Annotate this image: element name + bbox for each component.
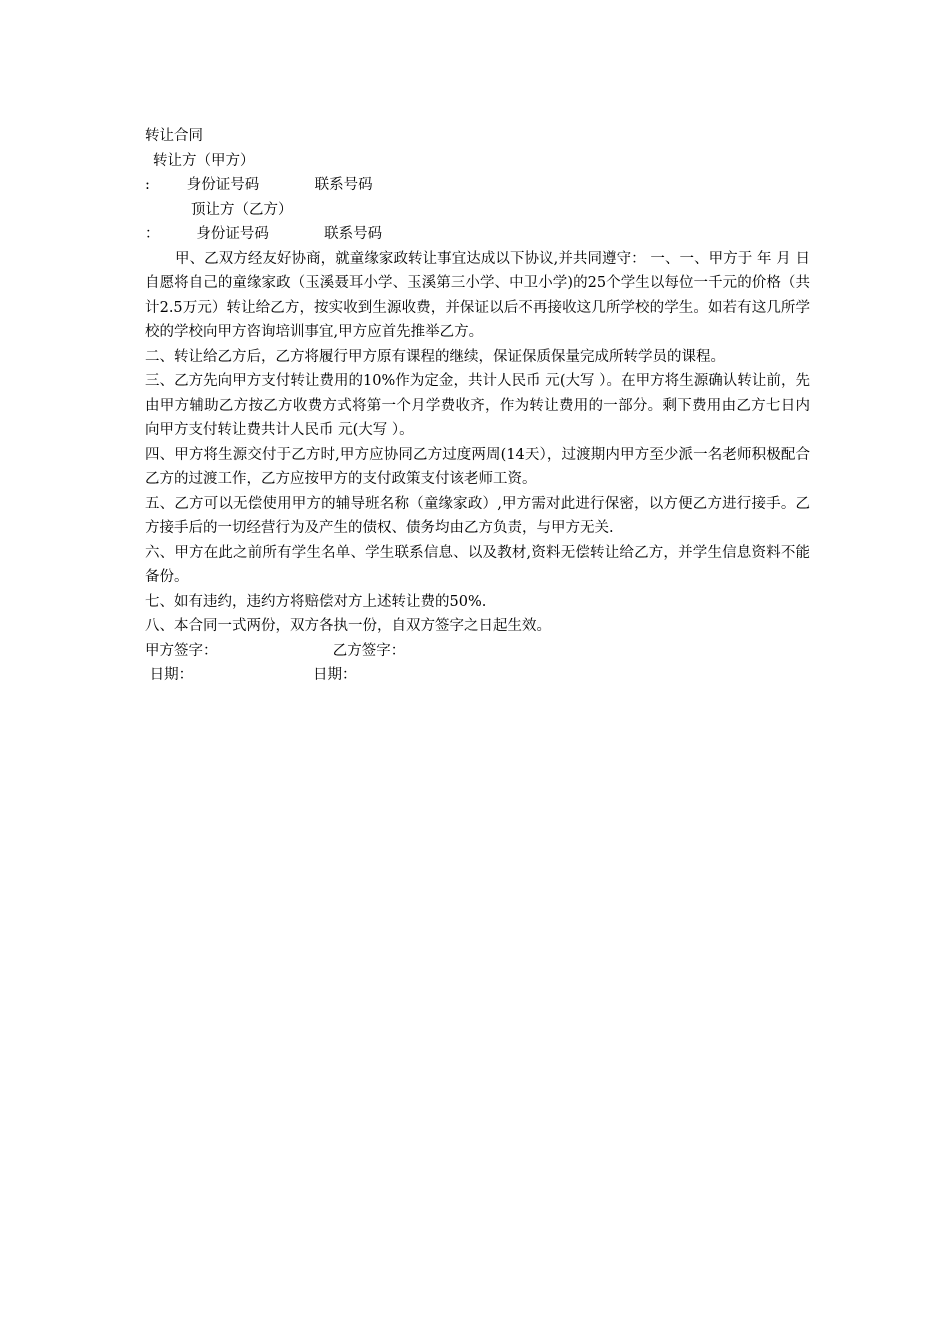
signature-line: 甲方签字： 乙方签字： [145,642,406,659]
clause-8: 八、本合同一式两份，双方各执一份，自双方签字之日起生效。 [145,618,551,634]
clause-3: 三、乙方先向甲方支付转让费用的10%作为定金，共计人民币 元(大写 ）。在甲方将生源确认转让前，先由甲方辅助乙方按乙方收费方式将第一个月学费收齐，作为转让费用的一部分。剩下费用由乙方七日内向甲方支付转让费共计人民币 元(大写 ）。 [145,373,810,438]
party-a-label: 转让方（甲方） [153,152,255,169]
date-line: 日期： 日期： [145,667,357,683]
contract-body [145,124,810,688]
clause-6: 六、甲方在此之前所有学生名单、学生联系信息、以及教材,资料无偿转让给乙方，并学生信息资料不能备份。 [145,544,810,585]
intro-clause-1: 甲、乙双方经友好协商，就童缘家政转让事宜达成以下协议,并共同遵守： 一、一、甲方于 年 月 日自愿将自己的童缘家政（玉溪聂耳小学、玉溪第三小学、中卫小学)的25个学生以每位一千元的价格（共计2.5万元）转让给乙方，按实收到生源收费，并保证以后不再接收这几所学校的学生。如若有这几所学校的学校向甲方咨询培训事宜,甲方应首先推举乙方。 [145,250,810,340]
clause-2: 二、转让给乙方后，乙方将履行甲方原有课程的继续，保证保质保量完成所转学员的课程。 [145,348,725,365]
contract-title: 转让合同 [145,128,203,144]
clause-5: 五、乙方可以无偿使用甲方的辅导班名称（童缘家政）,甲方需对此进行保密，以方便乙方进行接手。乙方接手后的一切经营行为及产生的债权、债务均由乙方负责，与甲方无关. [145,495,810,536]
party-b-id-line: ： 身份证号码 联系号码 [145,226,383,242]
party-b-label: 顶让方（乙方） [191,201,293,218]
clause-4: 四、甲方将生源交付于乙方时,甲方应协同乙方过度两周(14天），过渡期内甲方至少派一名老师积极配合乙方的过渡工作，乙方应按甲方的支付政策支付该老师工资。 [145,446,810,487]
clause-7: 七、如有违约，违约方将赔偿对方上述转让费的50%. [145,593,487,610]
party-a-id-line: : 身份证号码 联系号码 [145,177,373,193]
